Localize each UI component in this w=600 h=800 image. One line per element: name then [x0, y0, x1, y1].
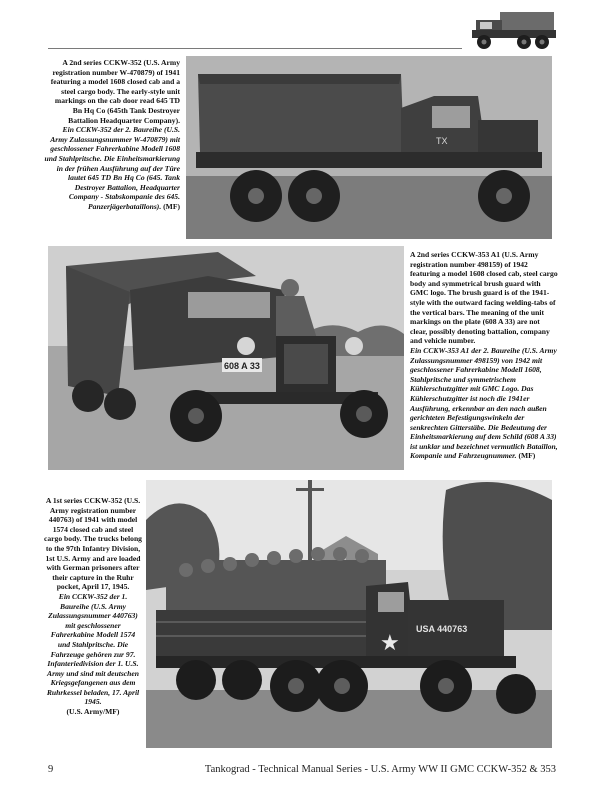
- caption-1-credit: (MF): [163, 201, 180, 211]
- caption-1-german: Ein CCKW-352 der 2. Baureihe (U.S. Army Zulassungsnummer W-470879) mit geschlossener Fahrerkabine Modell 1608 und Stahlpritsche. Die Einheitsmarkierung in der frühen Ausführung auf der Türe lautet 645 TD Bn Hq Co (645. Tank Destroyer Battalion, Headquarter Company - Stabskompanie des 645. Panzerjägerbataillons).: [44, 125, 180, 211]
- caption-2-credit: (MF): [518, 451, 536, 461]
- photo-cckw-352-w470879: [186, 56, 552, 239]
- unit-plate-marking: 608 A 33: [224, 361, 260, 371]
- caption-2-english: A 2nd series CCKW-353 A1 (U.S. Army registration number 498159) of 1942 featuring a model 1608 closed cab, steel cargo body and symmetrical brush guard with GMC logo. The brush guard is of the 1941-style with the outward facing welding-tabs of the vertical bars. The meaning of the unit markings on the plate (608 A 33) are not clear, possibly denoting battalion, company and vehicle number.: [410, 250, 558, 346]
- header-rule: [48, 48, 462, 49]
- caption-3-english: A 1st series CCKW-352 (U.S. Army registration number 440763) of 1941 with model 1574 closed cab and steel cargo body. The trucks belong to the 97th Infantry Division, 1st U.S. Army and are loaded with German prisoners after their capture in the Ruhr pocket, April 17, 1945.: [44, 496, 142, 592]
- page-number: 9: [48, 764, 54, 775]
- truck-logo-icon: [470, 8, 558, 54]
- hood-star: ★: [380, 631, 400, 656]
- door-marking: TX: [436, 136, 448, 146]
- caption-1-english: A 2nd series CCKW-352 (U.S. Army registration number W-470879) of 1941 featuring a model 1608 closed cab and a steel cargo body. The early-style unit markings on the cab door read 645 TD Bn Hq Co (645th Tank Destroyer Battalion Headquarter Company).: [50, 58, 180, 125]
- caption-2: [410, 250, 558, 461]
- caption-3-credit: (U.S. Army/MF): [66, 707, 120, 717]
- series-title: Tankograd - Technical Manual Series - U.S. Army WW II GMC CCKW-352 & 353: [204, 764, 556, 775]
- caption-2-german: Ein CCKW-353 A1 der 2. Baureihe (U.S. Army Zulassungsnummer 498159) von 1942 mit geschlossener Fahrerkabine Modell 1608, Stahlpritsche und symmetrischem Kühlerschutzgitter mit GMC Logo. Das Kühlerschutzgitter ist noch die 1941er Ausführung, erkennbar an den nach außen gerichteten Befestigungswinkeln der senkrechten Gitterstäbe. Die Bedeutung der Einheitsmarkierung auf dem Schild (608 A 33) ist unklar und bezeichnet vermutlich Bataillon, Kompanie und Fahrzeugnummer.: [410, 345, 558, 461]
- photo-cckw-352-440763: [146, 480, 552, 748]
- caption-3: [44, 496, 142, 717]
- caption-3-german: Ein CCKW-352 der 1. Baureihe (U.S. Army Zulassungsnummer 440763) mit geschlossener Fahrerkabine Modell 1574 und Stahlpritsche. Die Fahrzeuge gehören zur 97. Infanteriedivision der 1. U.S. Army und sind mit deutschen Kriegsgefangenen aus dem Ruhrkessel beladen, 17. April 1945.: [46, 591, 140, 707]
- caption-1: [44, 58, 180, 212]
- photo-cckw-353-a1-498159: [48, 246, 404, 470]
- hood-registration: USA 440763: [416, 624, 468, 634]
